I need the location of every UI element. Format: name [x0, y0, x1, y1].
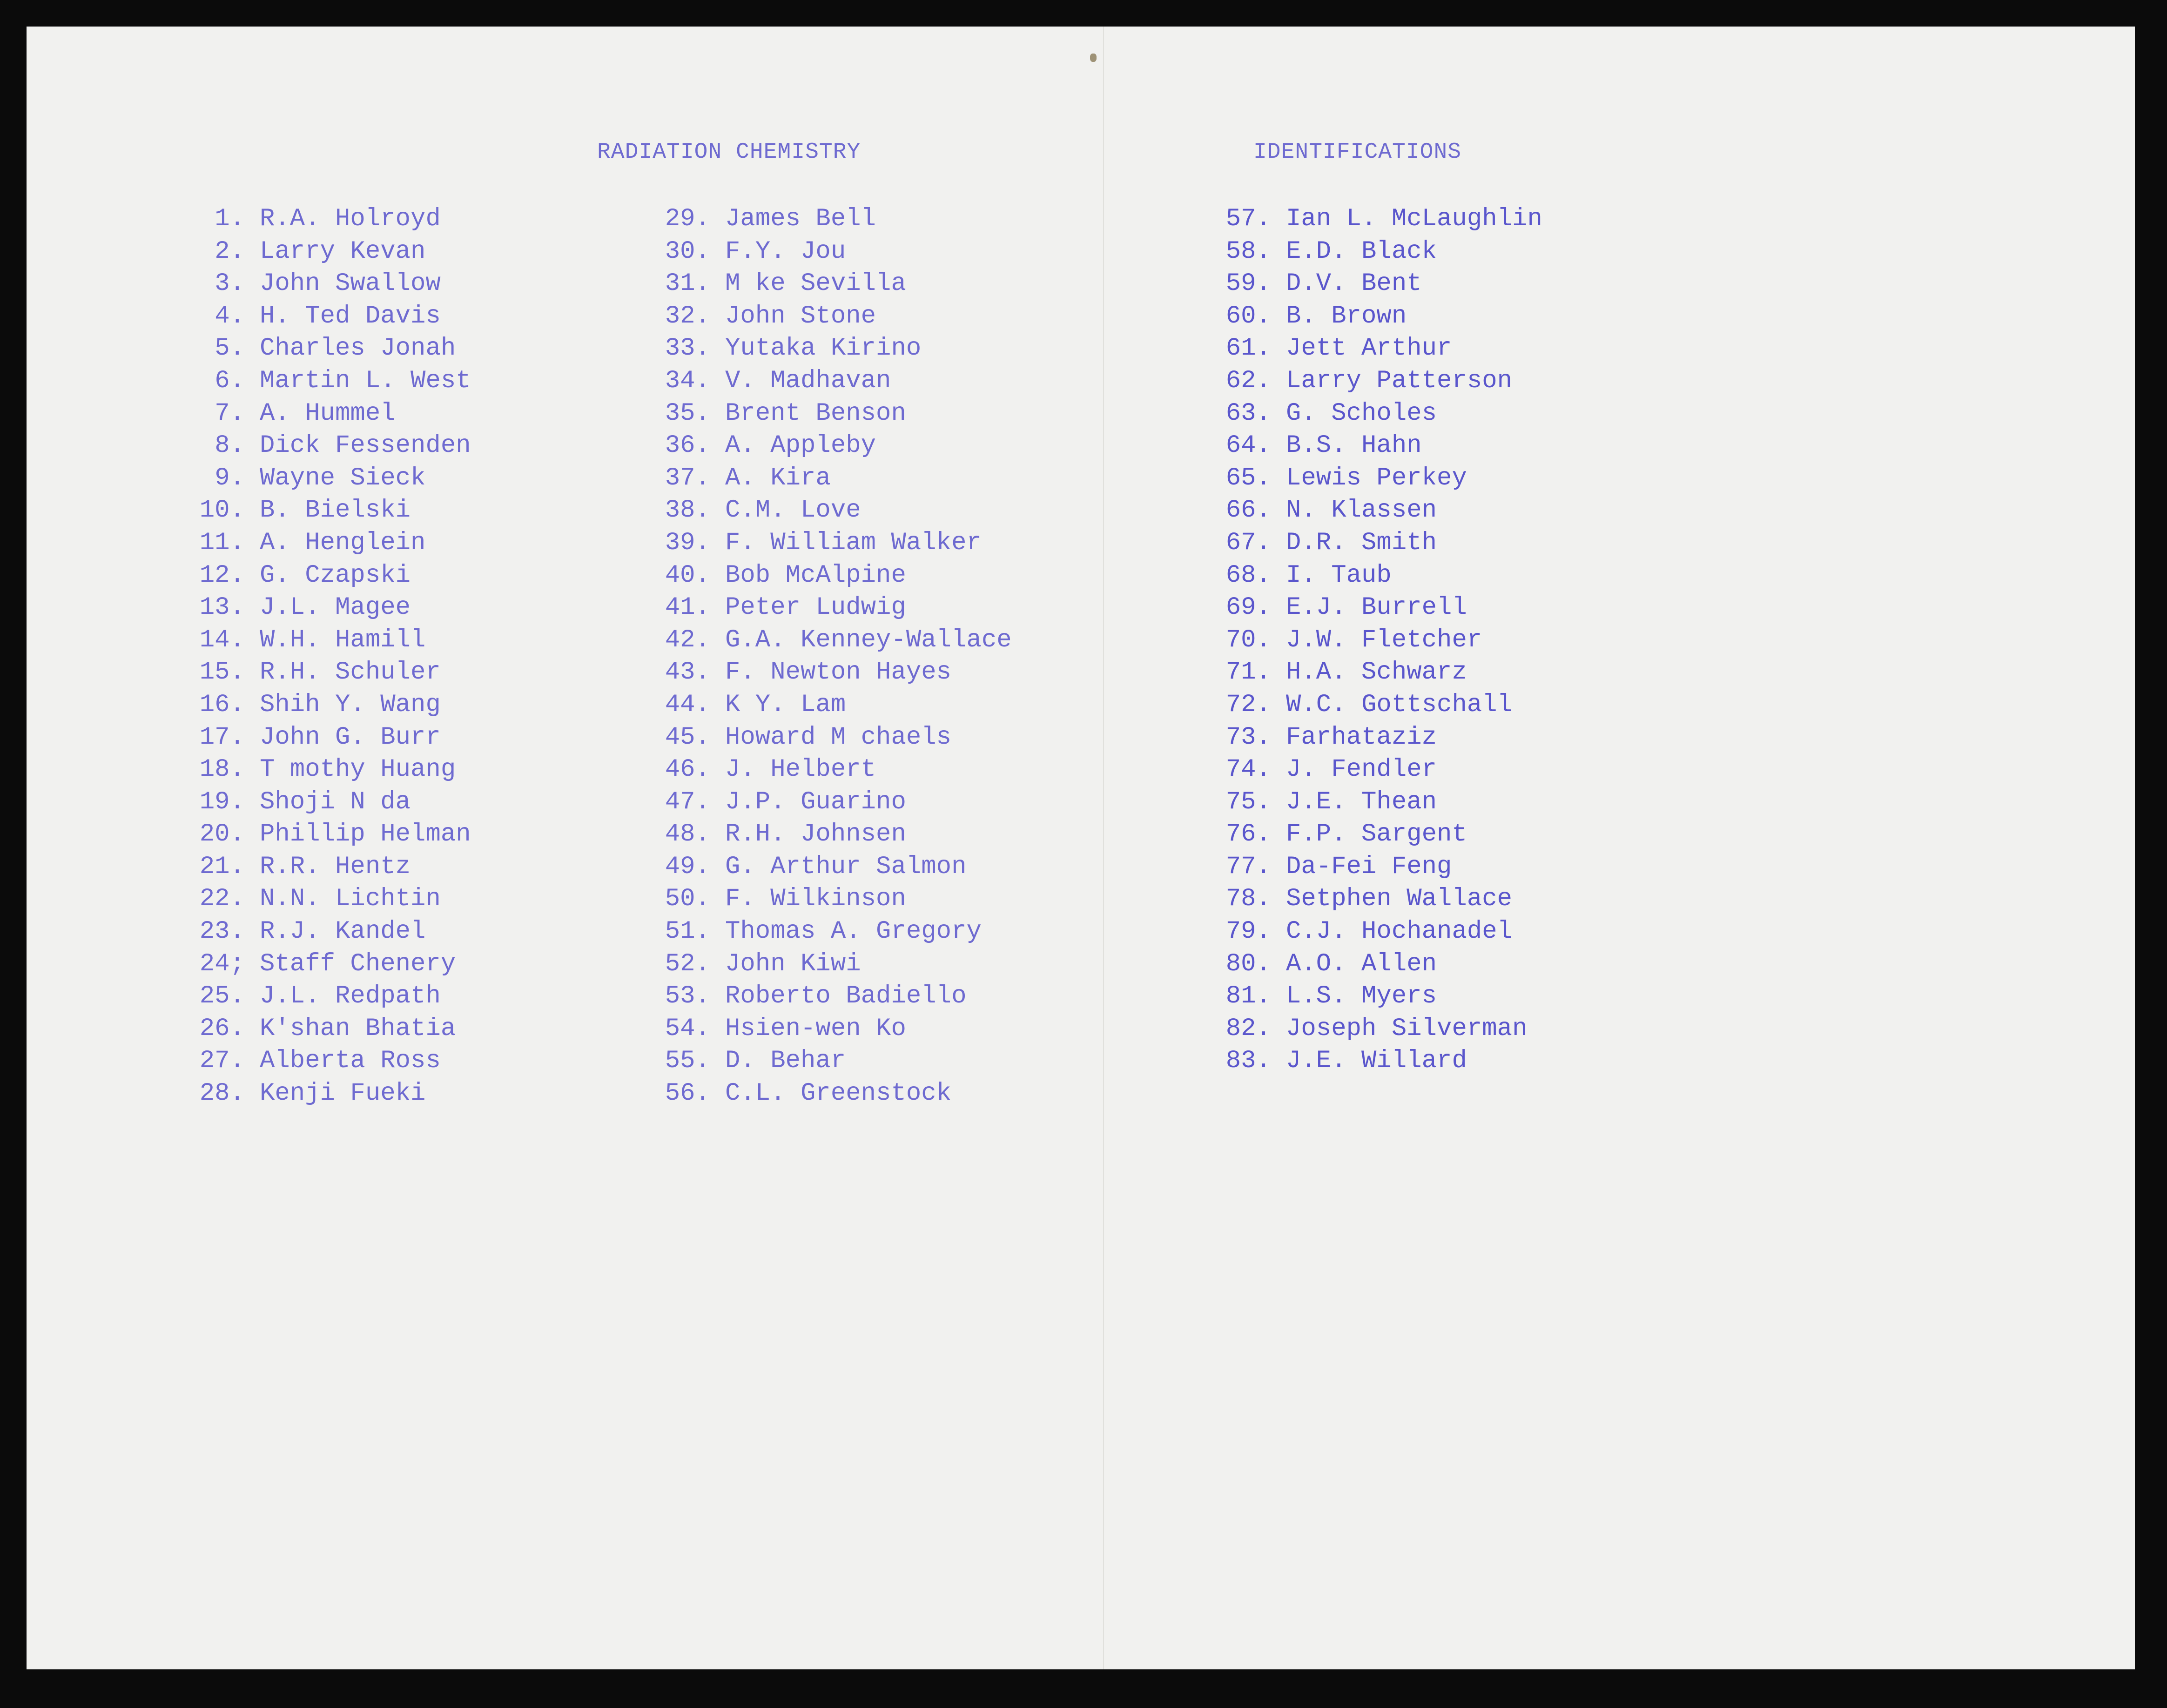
- entry-name: Jett Arthur: [1286, 334, 1452, 363]
- entry-name: J. Fendler: [1286, 755, 1437, 784]
- list-item: [199, 786, 471, 819]
- entry-name: G. Arthur Salmon: [725, 852, 967, 881]
- list-item: [1225, 948, 1542, 981]
- entry-name: B. Brown: [1286, 302, 1407, 330]
- list-item: [199, 851, 471, 883]
- list-item: [665, 818, 1012, 851]
- entry-number: 39.: [665, 528, 710, 557]
- list-item: [1225, 494, 1542, 527]
- entry-name: Brent Benson: [725, 399, 906, 428]
- list-item: [199, 1013, 471, 1045]
- entry-number: 76.: [1225, 820, 1271, 849]
- list-item: [1225, 592, 1542, 624]
- entry-name: A. Hummel: [260, 399, 396, 428]
- entry-name: A. Kira: [725, 464, 831, 492]
- entry-number: 79.: [1225, 917, 1271, 946]
- entry-name: J.L. Redpath: [260, 982, 441, 1011]
- entry-name: I. Taub: [1286, 561, 1392, 590]
- list-item: [199, 624, 471, 657]
- list-item: [215, 203, 471, 235]
- list-item: [1225, 1013, 1542, 1045]
- entry-number: 30.: [665, 237, 710, 266]
- entry-number: 8.: [215, 431, 245, 460]
- entry-name: Staff Chenery: [260, 949, 456, 978]
- list-item: [665, 592, 1012, 624]
- entry-number: 40.: [665, 561, 710, 590]
- entry-name: J.E. Willard: [1286, 1047, 1467, 1076]
- entry-number: 56.: [665, 1079, 710, 1108]
- participant-list-column-1: [199, 203, 471, 1110]
- entry-number: 64.: [1225, 431, 1271, 460]
- entry-name: John Stone: [725, 302, 876, 330]
- list-item: [665, 851, 1012, 883]
- entry-number: 7.: [215, 399, 245, 428]
- list-item: [1225, 786, 1542, 819]
- entry-name: Alberta Ross: [260, 1047, 441, 1076]
- entry-number: 67.: [1225, 528, 1271, 557]
- entry-number: 51.: [665, 917, 710, 946]
- entry-number: 72.: [1225, 690, 1271, 719]
- entry-number: 59.: [1225, 269, 1271, 298]
- list-item: [199, 948, 471, 981]
- entry-name: R.R. Hentz: [260, 852, 411, 881]
- participant-list-column-2: [665, 203, 1012, 1110]
- entry-number: 43.: [665, 658, 710, 687]
- paper-speck: [1090, 54, 1097, 62]
- entry-name: M ke Sevilla: [725, 269, 906, 298]
- entry-number: 82.: [1225, 1014, 1271, 1043]
- entry-number: 68.: [1225, 561, 1271, 590]
- entry-number: 65.: [1225, 464, 1271, 492]
- list-item: [199, 915, 471, 948]
- entry-name: B. Bielski: [260, 496, 411, 525]
- list-item: [665, 915, 1012, 948]
- list-item: [215, 397, 471, 430]
- entry-number: 6.: [215, 366, 245, 395]
- list-item: [665, 430, 1012, 462]
- list-item: [1225, 753, 1542, 786]
- entry-name: D.V. Bent: [1286, 269, 1422, 298]
- entry-number: 2.: [215, 237, 245, 266]
- entry-name: Charles Jonah: [260, 334, 456, 363]
- entry-name: Shih Y. Wang: [260, 690, 441, 719]
- entry-name: R.J. Kandel: [260, 917, 426, 946]
- list-item: [1225, 300, 1542, 333]
- entry-number: 36.: [665, 431, 710, 460]
- list-item: [1225, 883, 1542, 915]
- list-item: [1225, 559, 1542, 592]
- list-item: [665, 1077, 1012, 1110]
- list-item: [215, 268, 471, 300]
- entry-number: 80.: [1225, 949, 1271, 978]
- entry-name: C.L. Greenstock: [725, 1079, 952, 1108]
- entry-number: 34.: [665, 366, 710, 395]
- entry-name: N. Klassen: [1286, 496, 1437, 525]
- list-item: [1225, 689, 1542, 721]
- entry-name: R.H. Schuler: [260, 658, 441, 687]
- entry-number: 41.: [665, 593, 710, 622]
- entry-name: K Y. Lam: [725, 690, 846, 719]
- entry-name: C.J. Hochanadel: [1286, 917, 1513, 946]
- entry-number: 66.: [1225, 496, 1271, 525]
- list-item: [199, 494, 471, 527]
- entry-number: 81.: [1225, 982, 1271, 1011]
- entry-name: J.W. Fletcher: [1286, 625, 1482, 654]
- entry-name: Setphen Wallace: [1286, 885, 1513, 914]
- entry-number: 21.: [199, 852, 245, 881]
- entry-number: 42.: [665, 625, 710, 654]
- entry-number: 15.: [199, 658, 245, 687]
- entry-name: Peter Ludwig: [725, 593, 906, 622]
- entry-number: 17.: [199, 723, 245, 752]
- entry-number: 57.: [1225, 205, 1271, 233]
- entry-number: 27.: [199, 1047, 245, 1076]
- entry-number: 48.: [665, 820, 710, 849]
- list-item: [1225, 1045, 1542, 1077]
- entry-name: W.C. Gottschall: [1286, 690, 1513, 719]
- list-item: [1225, 268, 1542, 300]
- entry-name: F. Newton Hayes: [725, 658, 952, 687]
- entry-name: G. Scholes: [1286, 399, 1437, 428]
- entry-number: 22.: [199, 885, 245, 914]
- entry-name: Larry Kevan: [260, 237, 426, 266]
- list-item: [1225, 365, 1542, 397]
- entry-number: 83.: [1225, 1047, 1271, 1076]
- list-item: [1225, 235, 1542, 268]
- list-item: [665, 300, 1012, 333]
- entry-number: 18.: [199, 755, 245, 784]
- entry-number: 70.: [1225, 625, 1271, 654]
- page-fold: [1103, 27, 1104, 1669]
- entry-number: 78.: [1225, 885, 1271, 914]
- entry-name: D.R. Smith: [1286, 528, 1437, 557]
- entry-number: 10.: [199, 496, 245, 525]
- entry-name: K'shan Bhatia: [260, 1014, 456, 1043]
- entry-name: R.A. Holroyd: [260, 205, 441, 233]
- entry-name: Hsien-wen Ko: [725, 1014, 906, 1043]
- entry-name: A. Henglein: [260, 528, 426, 557]
- entry-number: 1.: [215, 205, 245, 233]
- list-item: [665, 1013, 1012, 1045]
- entry-name: J.L. Magee: [260, 593, 411, 622]
- entry-name: Larry Patterson: [1286, 366, 1513, 395]
- entry-name: Roberto Badiello: [725, 982, 967, 1011]
- list-item: [1225, 980, 1542, 1013]
- entry-name: F. William Walker: [725, 528, 982, 557]
- list-item: [665, 656, 1012, 689]
- entry-number: 29.: [665, 205, 710, 233]
- entry-name: Farhataziz: [1286, 723, 1437, 752]
- list-item: [665, 397, 1012, 430]
- list-item: [665, 883, 1012, 915]
- list-item: [665, 203, 1012, 235]
- list-item: [665, 689, 1012, 721]
- entry-name: Shoji N da: [260, 787, 411, 816]
- entry-number: 53.: [665, 982, 710, 1011]
- entry-number: 13.: [199, 593, 245, 622]
- entry-number: 35.: [665, 399, 710, 428]
- list-item: [665, 365, 1012, 397]
- entry-name: C.M. Love: [725, 496, 861, 525]
- entry-number: 77.: [1225, 852, 1271, 881]
- entry-name: L.S. Myers: [1286, 982, 1437, 1011]
- entry-name: John G. Burr: [260, 723, 441, 752]
- list-item: [215, 235, 471, 268]
- entry-name: H.A. Schwarz: [1286, 658, 1467, 687]
- list-item: [199, 1077, 471, 1110]
- entry-number: 33.: [665, 334, 710, 363]
- entry-number: 11.: [199, 528, 245, 557]
- list-item: [215, 332, 471, 365]
- entry-number: 38.: [665, 496, 710, 525]
- entry-name: Howard M chaels: [725, 723, 952, 752]
- entry-number: 14.: [199, 625, 245, 654]
- entry-name: J.P. Guarino: [725, 787, 906, 816]
- list-item: [665, 721, 1012, 754]
- list-item: [665, 462, 1012, 495]
- entry-number: 55.: [665, 1047, 710, 1076]
- entry-number: 19.: [199, 787, 245, 816]
- list-item: [1225, 624, 1542, 657]
- entry-name: John Kiwi: [725, 949, 861, 978]
- entry-number: 74.: [1225, 755, 1271, 784]
- entry-name: F.Y. Jou: [725, 237, 846, 266]
- list-item: [1225, 915, 1542, 948]
- list-item: [215, 430, 471, 462]
- entry-name: E.J. Burrell: [1286, 593, 1467, 622]
- entry-number: 54.: [665, 1014, 710, 1043]
- entry-number: 47.: [665, 787, 710, 816]
- list-item: [1225, 656, 1542, 689]
- entry-name: A.O. Allen: [1286, 949, 1437, 978]
- entry-name: James Bell: [725, 205, 876, 233]
- entry-number: 37.: [665, 464, 710, 492]
- entry-number: 52.: [665, 949, 710, 978]
- list-item: [1225, 462, 1542, 495]
- entry-name: Joseph Silverman: [1286, 1014, 1528, 1043]
- list-item: [1225, 818, 1542, 851]
- entry-number: 61.: [1225, 334, 1271, 363]
- participant-list-column-3: [1225, 203, 1542, 1077]
- list-item: [1225, 203, 1542, 235]
- entry-name: J. Helbert: [725, 755, 876, 784]
- entry-name: D. Behar: [725, 1047, 846, 1076]
- entry-number: 50.: [665, 885, 710, 914]
- entry-number: 46.: [665, 755, 710, 784]
- entry-number: 45.: [665, 723, 710, 752]
- list-item: [199, 980, 471, 1013]
- entry-number: 75.: [1225, 787, 1271, 816]
- entry-name: Da-Fei Feng: [1286, 852, 1452, 881]
- entry-number: 32.: [665, 302, 710, 330]
- list-item: [665, 494, 1012, 527]
- list-item: [199, 527, 471, 559]
- entry-number: 69.: [1225, 593, 1271, 622]
- entry-name: Thomas A. Gregory: [725, 917, 982, 946]
- entry-number: 26.: [199, 1014, 245, 1043]
- entry-name: E.D. Black: [1286, 237, 1437, 266]
- list-item: [199, 656, 471, 689]
- entry-name: Martin L. West: [260, 366, 471, 395]
- list-item: [665, 980, 1012, 1013]
- list-item: [199, 883, 471, 915]
- entry-name: N.N. Lichtin: [260, 885, 441, 914]
- entry-name: G.A. Kenney-Wallace: [725, 625, 1012, 654]
- list-item: [215, 365, 471, 397]
- list-item: [215, 300, 471, 333]
- list-item: [215, 462, 471, 495]
- list-item: [199, 1045, 471, 1077]
- entry-number: 31.: [665, 269, 710, 298]
- entry-name: B.S. Hahn: [1286, 431, 1422, 460]
- list-item: [665, 559, 1012, 592]
- list-item: [665, 624, 1012, 657]
- entry-number: 23.: [199, 917, 245, 946]
- entry-name: H. Ted Davis: [260, 302, 441, 330]
- entry-name: Yutaka Kirino: [725, 334, 922, 363]
- entry-number: 49.: [665, 852, 710, 881]
- entry-number: 28.: [199, 1079, 245, 1108]
- entry-number: 12.: [199, 561, 245, 590]
- list-item: [199, 559, 471, 592]
- list-item: [199, 689, 471, 721]
- entry-number: 63.: [1225, 399, 1271, 428]
- list-item: [1225, 397, 1542, 430]
- entry-name: T mothy Huang: [260, 755, 456, 784]
- list-item: [665, 527, 1012, 559]
- entry-name: John Swallow: [260, 269, 441, 298]
- list-item: [665, 332, 1012, 365]
- entry-number: 4.: [215, 302, 245, 330]
- list-item: [665, 948, 1012, 981]
- list-item: [1225, 430, 1542, 462]
- entry-name: V. Madhavan: [725, 366, 891, 395]
- entry-name: Ian L. McLaughlin: [1286, 205, 1542, 233]
- entry-number: 44.: [665, 690, 710, 719]
- list-item: [665, 268, 1012, 300]
- list-item: [665, 1045, 1012, 1077]
- list-item: [199, 818, 471, 851]
- entry-name: F. Wilkinson: [725, 885, 906, 914]
- entry-name: F.P. Sargent: [1286, 820, 1467, 849]
- entry-number: 16.: [199, 690, 245, 719]
- entry-number: 25.: [199, 982, 245, 1011]
- list-item: [1225, 721, 1542, 754]
- entry-name: G. Czapski: [260, 561, 411, 590]
- list-item: [199, 721, 471, 754]
- entry-number: 24;: [199, 949, 245, 978]
- entry-name: Lewis Perkey: [1286, 464, 1467, 492]
- entry-name: A. Appleby: [725, 431, 876, 460]
- entry-name: Dick Fessenden: [260, 431, 471, 460]
- heading-identifications: IDENTIFICATIONS: [1253, 140, 1462, 165]
- list-item: [199, 592, 471, 624]
- entry-number: 5.: [215, 334, 245, 363]
- entry-name: Kenji Fueki: [260, 1079, 426, 1108]
- entry-name: Bob McAlpine: [725, 561, 906, 590]
- entry-number: 62.: [1225, 366, 1271, 395]
- entry-number: 9.: [215, 464, 245, 492]
- entry-number: 60.: [1225, 302, 1271, 330]
- heading-radiation-chemistry: RADIATION CHEMISTRY: [597, 140, 861, 165]
- entry-name: Phillip Helman: [260, 820, 471, 849]
- entry-name: Wayne Sieck: [260, 464, 426, 492]
- list-item: [1225, 332, 1542, 365]
- list-item: [665, 753, 1012, 786]
- list-item: [199, 753, 471, 786]
- entry-name: W.H. Hamill: [260, 625, 426, 654]
- entry-number: 20.: [199, 820, 245, 849]
- entry-number: 3.: [215, 269, 245, 298]
- entry-number: 58.: [1225, 237, 1271, 266]
- entry-number: 71.: [1225, 658, 1271, 687]
- list-item: [1225, 527, 1542, 559]
- list-item: [1225, 851, 1542, 883]
- list-item: [665, 786, 1012, 819]
- list-item: [665, 235, 1012, 268]
- entry-name: J.E. Thean: [1286, 787, 1437, 816]
- entry-number: 73.: [1225, 723, 1271, 752]
- entry-name: R.H. Johnsen: [725, 820, 906, 849]
